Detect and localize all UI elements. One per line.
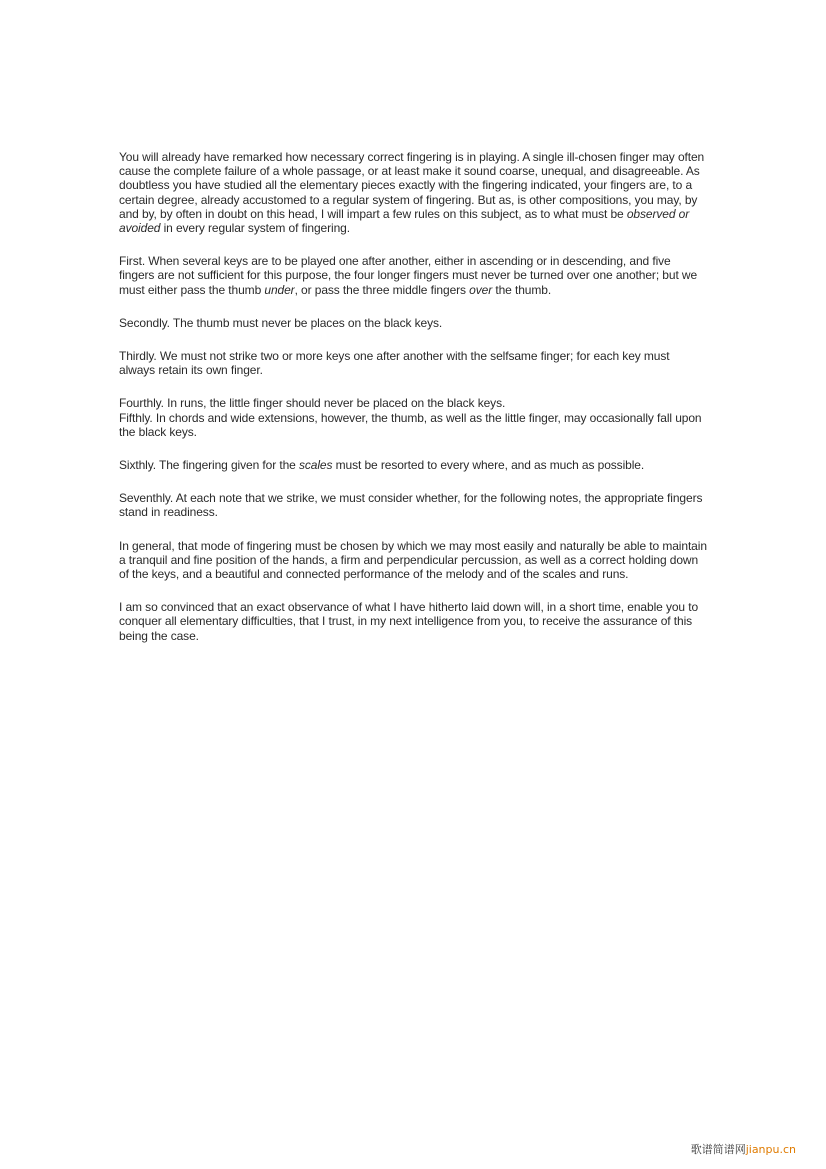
watermark-site-name: 歌谱简谱网: [690, 1143, 746, 1156]
paragraph-text: the thumb.: [492, 282, 552, 297]
paragraph-rule-fifth: [119, 411, 707, 439]
paragraph-text: Thirdly. We must not strike two or more keys one after another with the selfsame finger; for each key must always retain its own finger.: [119, 349, 670, 378]
paragraph-text: must be resorted to every where, and as much as possible.: [332, 458, 645, 473]
paragraph-text: in every regular system of fingering.: [160, 221, 350, 236]
paragraph-text: Sixthly. The fingering given for the: [119, 458, 299, 473]
paragraph-text: Seventhly. At each note that we strike, we must consider whether, for the following notes, the appropriate fingers stand in readiness.: [119, 491, 703, 520]
paragraph-rule-first: [119, 254, 707, 297]
emphasis-text: over: [469, 282, 493, 297]
document-body: [119, 150, 707, 662]
paragraph-text: , or pass the three middle fingers: [294, 282, 470, 297]
paragraph-rule-third: [119, 349, 707, 377]
emphasis-text: scales: [298, 458, 333, 473]
paragraph-text: I am so convinced that an exact observance of what I have hitherto laid down will, in a short time, enable you to conquer all elementary difficulties, that I trust, in my next intelligence from you, to receive the assurance of this being the case.: [119, 600, 699, 643]
paragraph-rule-second: [119, 316, 707, 330]
watermark-url: jianpu.cn: [745, 1143, 796, 1156]
emphasis-text: observed or avoided: [119, 206, 690, 236]
paragraph-closing: [119, 600, 707, 643]
paragraph-text: You will already have remarked how necessary correct fingering is in playing. A single ill-chosen finger may often cause the complete failure of a whole passage, or at least make it sound coarse, unequal, and disagreeable. As doubtless you have studied all the elementary pieces exactly with the fingering indicated, your fingers are, to a certain degree, already accustomed to a regular system of fingering. But as, is other compositions, you may, by and by, by often in doubt on this head, I will impart a few rules on this subject, as to what must be: [119, 150, 705, 221]
paragraph-rule-seventh: [119, 491, 707, 519]
paragraph-rule-fourth: [119, 396, 707, 410]
paragraph-text: In general, that mode of fingering must be chosen by which we may most easily and naturally be able to maintain a tranquil and fine position of the hands, a firm and perpendicular percussion, as well as a correct holding down of the keys, and a beautiful and connected performance of the melody and of the scales and runs.: [119, 538, 707, 582]
paragraph-general: [119, 539, 707, 582]
paragraph-intro: [119, 150, 707, 235]
paragraph-text: First. When several keys are to be played one after another, either in ascending or in descending, and five fingers are not sufficient for this purpose, the four longer fingers must never be turned over one another; but we must either pass the thumb: [119, 254, 698, 297]
paragraph-text: Secondly. The thumb must never be places on the black keys.: [119, 315, 443, 330]
paragraph-text: Fourthly. In runs, the little finger should never be placed on the black keys.: [119, 396, 506, 411]
paragraph-text: Fifthly. In chords and wide extensions, however, the thumb, as well as the little finger, may occasionally fall upon the black keys.: [119, 410, 702, 439]
emphasis-text: under: [264, 282, 295, 297]
paragraph-rule-sixth: [119, 458, 707, 472]
site-watermark: [691, 1141, 796, 1157]
